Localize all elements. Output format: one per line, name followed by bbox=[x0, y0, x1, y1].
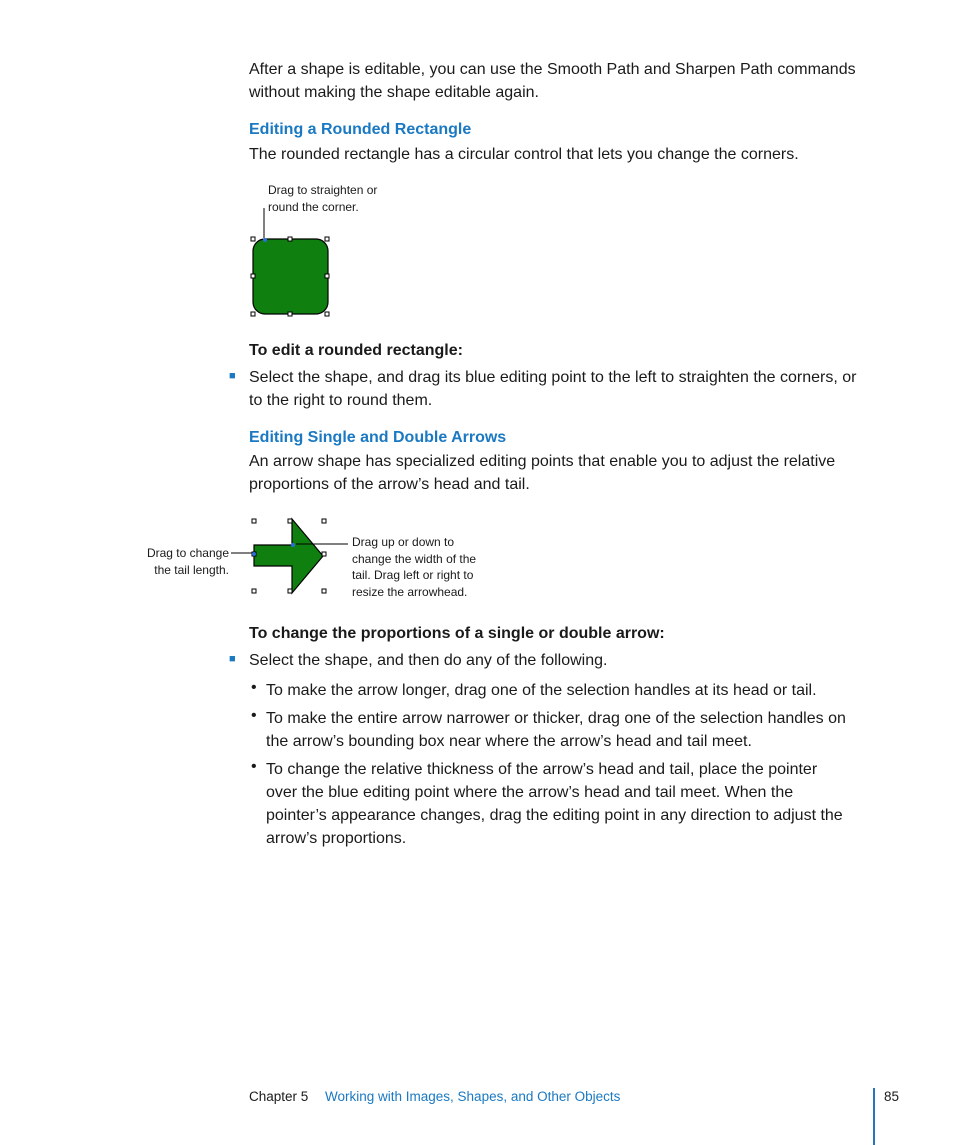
step-line: Select the shape, and drag its blue editing point to the left to straighten the corners, or bbox=[249, 369, 857, 386]
selection-handle bbox=[252, 519, 256, 523]
arrow-description bbox=[249, 450, 835, 496]
intro-line: without making the shape editable again. bbox=[249, 84, 539, 101]
footer-chapter: Chapter 5 bbox=[249, 1089, 309, 1104]
procedure-title-rounded-rectangle: To edit a rounded rectangle: bbox=[249, 342, 463, 359]
description-line: An arrow shape has specialized editing points that enable you to adjust the relative bbox=[249, 453, 836, 470]
selection-handle bbox=[325, 274, 329, 278]
procedure-step bbox=[249, 366, 857, 412]
arrow-shape bbox=[254, 519, 323, 593]
intro-paragraph bbox=[249, 58, 856, 104]
bullet-icon: • bbox=[251, 758, 257, 775]
selection-handle bbox=[322, 589, 326, 593]
head-editing-point bbox=[291, 543, 295, 547]
callout-line: round the corner. bbox=[268, 199, 359, 214]
bullet-line: To change the relative thickness of the arrow’s head and tail, place the pointer bbox=[266, 761, 818, 778]
footer-rule bbox=[873, 1088, 875, 1145]
selection-handle bbox=[325, 312, 329, 316]
selection-handle bbox=[288, 312, 292, 316]
corner-callout bbox=[268, 182, 377, 215]
selection-handle bbox=[251, 237, 255, 241]
section-heading-rounded-rectangle: Editing a Rounded Rectangle bbox=[249, 121, 472, 138]
step-line: to the right to round them. bbox=[249, 392, 433, 409]
rounded-rectangle-description: The rounded rectangle has a circular control that lets you change the corners. bbox=[249, 146, 799, 163]
bullet-line: the arrow’s bounding box near where the arrow’s head and tail meet. bbox=[266, 733, 752, 750]
procedure-title-arrows: To change the proportions of a single or double arrow: bbox=[249, 625, 665, 642]
selection-handle bbox=[325, 237, 329, 241]
selection-handle bbox=[251, 274, 255, 278]
square-bullet-icon: ■ bbox=[229, 370, 236, 382]
head-callout bbox=[352, 534, 476, 600]
footer-chapter-title: Working with Images, Shapes, and Other Objects bbox=[325, 1089, 621, 1104]
page-number: 85 bbox=[884, 1089, 900, 1104]
tail-editing-point bbox=[252, 552, 256, 556]
callout-line: tail. Drag left or right to bbox=[352, 568, 474, 582]
square-bullet-icon: ■ bbox=[229, 653, 236, 665]
callout-line: resize the arrowhead. bbox=[352, 584, 468, 599]
callout-line: Drag up or down to bbox=[352, 535, 455, 549]
description-line: proportions of the arrow’s head and tail. bbox=[249, 476, 530, 493]
bullet-icon: • bbox=[251, 707, 257, 724]
selection-handle bbox=[288, 519, 292, 523]
selection-handle bbox=[322, 519, 326, 523]
rounded-rectangle-shape bbox=[253, 239, 328, 314]
selection-handle bbox=[288, 589, 292, 593]
corner-editing-point bbox=[263, 238, 267, 242]
bullet-item: To make the arrow longer, drag one of the selection handles at its head or tail. bbox=[266, 682, 817, 699]
bullet-line: pointer’s appearance changes, drag the editing point in any direction to adjust the bbox=[266, 807, 843, 824]
bullet-icon: • bbox=[251, 679, 257, 696]
procedure-step: Select the shape, and then do any of the following. bbox=[249, 652, 608, 669]
bullet-line: arrow’s proportions. bbox=[266, 830, 407, 847]
selection-handle bbox=[252, 552, 256, 556]
bullet-line: over the blue editing point where the arrow’s head and tail meet. When the bbox=[266, 784, 794, 801]
selection-handle bbox=[322, 552, 326, 556]
section-heading-arrows: Editing Single and Double Arrows bbox=[249, 429, 507, 446]
selection-handle bbox=[288, 237, 292, 241]
bullet-item bbox=[266, 707, 846, 753]
selection-handle bbox=[252, 589, 256, 593]
callout-line: change the width of the bbox=[352, 551, 477, 566]
callout-line: Drag to change bbox=[146, 546, 229, 560]
bullet-item bbox=[266, 758, 843, 850]
tail-callout bbox=[131, 545, 229, 578]
callout-line: Drag to straighten or bbox=[268, 183, 378, 197]
bullet-line: To make the entire arrow narrower or thicker, drag one of the selection handles on bbox=[266, 710, 846, 727]
intro-line: After a shape is editable, you can use the Smooth Path and Sharpen Path commands bbox=[249, 61, 856, 78]
callout-line: the tail length. bbox=[154, 562, 229, 577]
selection-handle bbox=[251, 312, 255, 316]
